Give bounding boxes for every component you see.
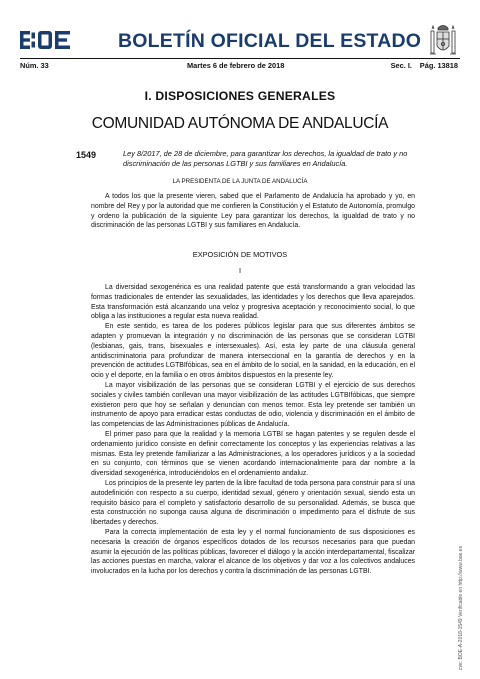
roman-numeral-heading: I — [238, 266, 242, 275]
intro-paragraph: A todos los que la presente vieren, sabed que el Parlamento de Andalucía ha aprobado y yo, en nombre del Rey y por la autoridad que me confieren la Constitución y el Estatuto de Autonomía, promulgo y ordeno la publicación de la siguiente Ley para garantizar los derechos, la igualdad de trato y no discriminación de las personas LGTBI y sus familiares en Andalucía. — [91, 193, 415, 230]
body-paragraph: La diversidad sexogenérica es una realidad patente que está transformando a gran velocidad las formas tradicionales de entender las sexualidades, las identidades y los derechos que lleva aparejados. Esta transformación está alcanzando una veloz y progresiva aceptación y reconocimiento social, lo que obliga a las instituciones a regular esta nueva realidad. — [91, 284, 415, 321]
gazette-title: BOLETÍN OFICIAL DEL ESTADO — [118, 30, 422, 52]
body-paragraph: La mayor visibilización de las personas que se consideran LGTBI y el ejercicio de sus derechos sociales y civiles también conllevan una mayor visibilización de las actitudes LGTBIfóbicas, que siempre existieron pero que hoy se señalan y denuncian con menos temor. Esta ley pretende ser también un instrumento de apoyo para erradicar estas conductas de odio, violencia y discriminación en el ámbito de las competencias de las Administraciones públicas de Andalucía. — [91, 381, 415, 429]
page-number: Pág. 13818 — [419, 61, 458, 70]
body-paragraph: En este sentido, es tarea de los poderes públicos legislar para que sus diferentes ámbitos se adapten y promuevan la integración y no discriminación de las personas que se consideran LGTBI (lesbianas, gais, trans, bisexuales e intersexuales). Así, esta ley parte de una cláusula general antidiscriminatoria para profundizar de manera interseccional en la garantía de derechos y en la prevención de actitudes LGTBIfóbicas, sea en el ámbito de lo social, en la sanidad, en la educación, en el ocio y el deporte, en la familia o en otros ámbitos dispuestos en la presente ley. — [91, 323, 415, 380]
section-title: I. DISPOSICIONES GENERALES — [144, 89, 336, 103]
verification-code — [458, 546, 468, 670]
community-title: COMUNIDAD AUTÓNOMA DE ANDALUCÍA — [91, 115, 389, 132]
intro-paragraph-block — [91, 192, 415, 231]
exposicion-heading: EXPOSICIÓN DE MOTIVOS — [192, 250, 288, 259]
law-title: Ley 8/2017, de 28 de diciembre, para garantizar los derechos, la igualdad de trato y no discriminación de las personas LGTBI y sus familiares en Andalucía. — [123, 149, 408, 168]
spain-coat-of-arms-icon — [428, 22, 458, 58]
body-paragraphs — [91, 283, 415, 577]
body-paragraph: Los principios de la presente ley parten de la libre facultad de toda persona para construir para sí una autodefinición con respecto a su cuerpo, identidad sexual, género y orientación sexual, siendo esta un requisito básico para el completo y satisfactorio desarrollo de su personalidad. Además, se busca que esta construcción no suponga causa alguna de discriminación o impedimento para el disfrute de sus libertades y derechos. — [91, 479, 415, 527]
boe-logo-icon — [20, 31, 72, 49]
issue-date: Martes 6 de febrero de 2018 — [187, 61, 285, 70]
header-meta-row — [20, 61, 458, 72]
verification-text: cve: BOE-A-2018-1549 Verificable en http://www.boe.es — [458, 546, 464, 670]
presidenta-heading: LA PRESIDENTA DE LA JUNTA DE ANDALUCÍA — [172, 178, 308, 185]
body-paragraph: El primer paso para que la realidad y la memoria LGTBI se hagan patentes y se regulen desde el ordenamiento jurídico consiste en definir correctamente los conceptos y las experiencias relativas a las mismas. Esta ley pretende familiarizar a las Administraciones, a los operadores jurídicos y a la sociedad en su conjunto, con términos que se vienen acordando internacionalmente para dar nombre a la diversidad sexogenérica, introduciéndolos en el ordenamiento andaluz. — [91, 430, 415, 478]
issue-number: Núm. 33 — [20, 61, 49, 70]
header-divider — [20, 58, 460, 59]
section-label: Sec. I. — [390, 61, 412, 70]
body-paragraph: Para la correcta implementación de esta ley y el normal funcionamiento de sus disposiciones es necesaria la creación de órganos específicos dotados de los recursos necesarios para que puedan asumir la ejecución de las políticas públicas, favorecer el diálogo y la acción interdepartamental, fiscalizar las acciones puestas en marcha, valorar el alcance de los objetivos y dar voz a los colectivos andaluces involucrados en la lucha por los derechos y contra la discriminación de las personas LGTBI. — [91, 528, 415, 576]
law-number: 1549 — [76, 150, 97, 160]
